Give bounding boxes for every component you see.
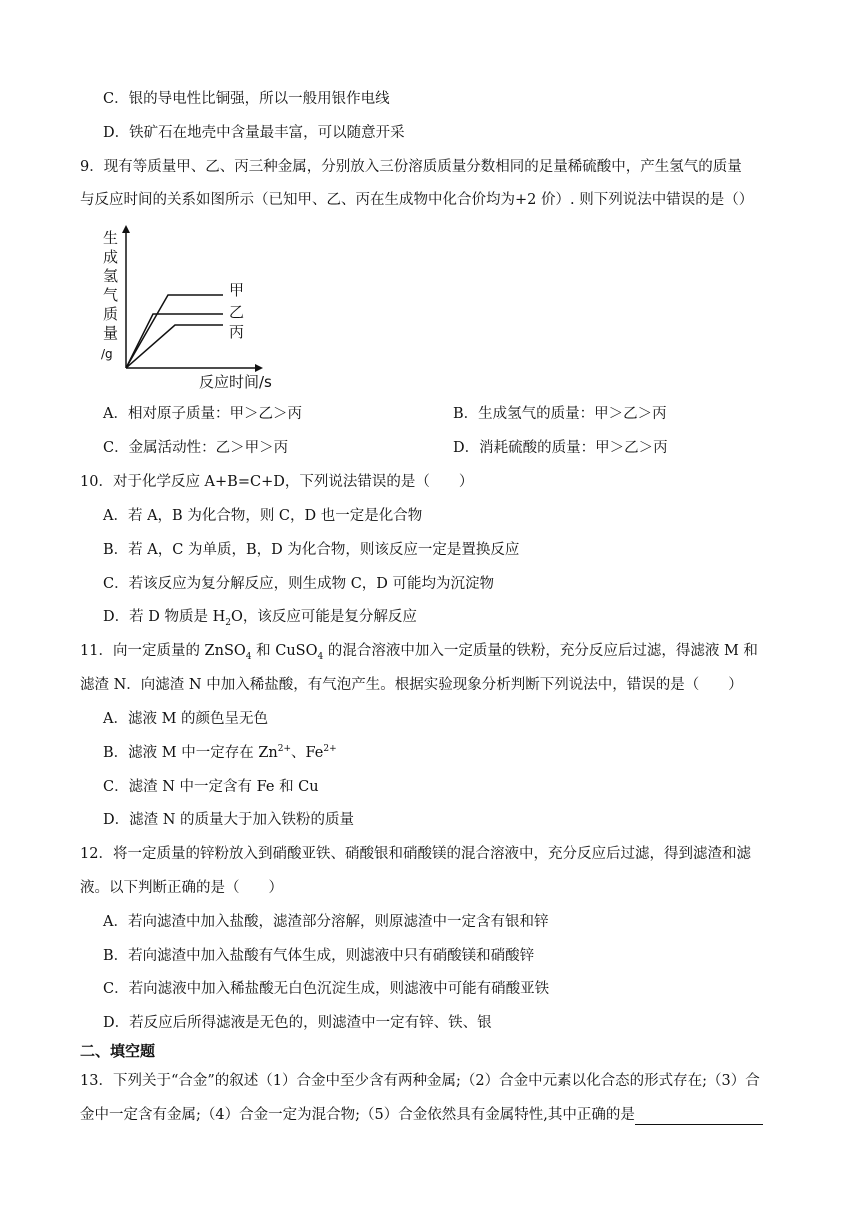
series-label-jia: 甲 bbox=[229, 281, 245, 299]
q9-stem-line1: 9．现有等质量甲、乙、丙三种金属，分别放入三份溶质质量分数相同的足量稀硫酸中，产生氢气的质量 bbox=[80, 159, 742, 175]
q11-option-d: D．滤渣 N 的质量大于加入铁粉的质量 bbox=[103, 812, 355, 828]
y-axis-label-char: 量 bbox=[103, 324, 119, 342]
superscript: 2+ bbox=[323, 744, 337, 755]
superscript: 2+ bbox=[277, 744, 292, 755]
y-axis-label-char: 质 bbox=[103, 305, 119, 323]
q11-stem-text: 11．向一定质量的 ZnSO bbox=[80, 643, 246, 659]
section-heading: 二、填空题 bbox=[80, 1042, 156, 1060]
q9-graph bbox=[95, 225, 285, 395]
q11-option-c: C．滤渣 N 中一定含有 Fe 和 Cu bbox=[103, 779, 319, 795]
y-axis-arrow bbox=[122, 225, 130, 233]
q9-option-c: C．金属活动性：乙＞甲＞丙 bbox=[103, 440, 289, 456]
q12-option-b: B．若向滤渣中加入盐酸有气体生成，则滤液中只有硝酸镁和硝酸锌 bbox=[103, 948, 535, 964]
q13-line1: 13．下列关于“合金”的叙述（1）合金中至少含有两种金属;（2）合金中元素以化合态的形式存在;（3）合 bbox=[80, 1073, 760, 1089]
q10-stem: 10．对于化学反应 A+B=C+D，下列说法错误的是（ ） bbox=[80, 474, 474, 490]
q9-stem-line2: 与反应时间的关系如图所示（已知甲、乙、丙在生成物中化合价均为+2 价）. 则下列说法中错误的是（） bbox=[80, 192, 754, 208]
q11-stem-line2: 滤渣 N．向滤渣 N 中加入稀盐酸，有气泡产生。根据实验现象分析判断下列说法中，错误的是（ ） bbox=[80, 677, 743, 693]
q12-option-a: A．若向滤渣中加入盐酸，滤渣部分溶解，则原滤渣中一定含有银和锌 bbox=[103, 914, 549, 930]
q13-line2-text: 金中一定含有金属;（4）合金一定为混合物;（5）合金依然具有金属特性,其中正确的是 bbox=[80, 1107, 635, 1123]
q12-stem-line2: 液。以下判断正确的是（ ） bbox=[80, 880, 283, 896]
x-axis-label: 反应时间/s bbox=[199, 373, 272, 391]
y-axis-label-unit: /g bbox=[101, 347, 113, 361]
series-yi-line bbox=[126, 314, 223, 368]
y-axis-label-char: 生 bbox=[103, 229, 119, 247]
q9-option-b: B．生成氢气的质量：甲＞乙＞丙 bbox=[453, 406, 667, 422]
q9-option-a: A．相对原子质量：甲＞乙＞丙 bbox=[103, 406, 302, 422]
q10-option-d bbox=[103, 607, 417, 627]
x-axis-arrow bbox=[255, 364, 263, 372]
q11-option-b-text: B．滤液 M 中一定存在 Zn bbox=[103, 745, 278, 761]
q10-option-d-text: D．若 D 物质是 H bbox=[103, 609, 226, 625]
q12-option-c: C．若向滤液中加入稀盐酸无白色沉淀生成，则滤液中可能有硝酸亚铁 bbox=[103, 981, 550, 997]
q10-option-b: B．若 A，C 为单质，B，D 为化合物，则该反应一定是置换反应 bbox=[103, 542, 520, 558]
y-axis-label-char: 氢 bbox=[103, 267, 119, 285]
q13-line2 bbox=[80, 1105, 763, 1125]
q11-option-b-text: 、Fe bbox=[291, 745, 324, 761]
q8-option-d: D．铁矿石在地壳中含量最丰富，可以随意开采 bbox=[103, 125, 405, 141]
q11-option-a: A．滤液 M 的颜色呈无色 bbox=[103, 711, 269, 727]
series-jia-line bbox=[126, 295, 223, 368]
q10-option-d-text-end: O，该反应可能是复分解反应 bbox=[230, 609, 417, 625]
q11-stem-text: 的混合溶液中加入一定质量的铁粉，充分反应后过滤，得滤液 M 和 bbox=[323, 643, 758, 659]
q11-stem-line1 bbox=[80, 641, 758, 661]
q12-stem-line1: 12．将一定质量的锌粉放入到硝酸亚铁、硝酸银和硝酸镁的混合溶液中，充分反应后过滤，得到滤渣和滤 bbox=[80, 846, 751, 862]
y-axis-label-char: 成 bbox=[103, 248, 119, 266]
y-axis-label-char: 气 bbox=[103, 286, 119, 304]
q9-option-d: D．消耗硫酸的质量：甲＞乙＞丙 bbox=[453, 440, 668, 456]
subscript: 4 bbox=[317, 651, 324, 662]
q11-stem-text: 和 CuSO bbox=[251, 643, 318, 659]
q12-option-d: D．若反应后所得滤液是无色的，则滤渣中一定有锌、铁、银 bbox=[103, 1015, 492, 1031]
q10-option-c: C．若该反应为复分解反应，则生成物 C，D 可能均为沉淀物 bbox=[103, 576, 495, 592]
series-bing-line bbox=[126, 325, 223, 368]
series-label-bing: 丙 bbox=[229, 323, 245, 341]
q11-option-b bbox=[103, 743, 337, 763]
subscript: 2 bbox=[225, 617, 231, 628]
q8-option-c: C．银的导电性比铜强，所以一般用银作电线 bbox=[103, 91, 390, 107]
subscript: 4 bbox=[245, 651, 252, 662]
q10-option-a: A．若 A，B 为化合物，则 C，D 也一定是化合物 bbox=[103, 508, 423, 524]
answer-blank[interactable] bbox=[635, 1110, 763, 1125]
series-label-yi: 乙 bbox=[229, 303, 245, 321]
